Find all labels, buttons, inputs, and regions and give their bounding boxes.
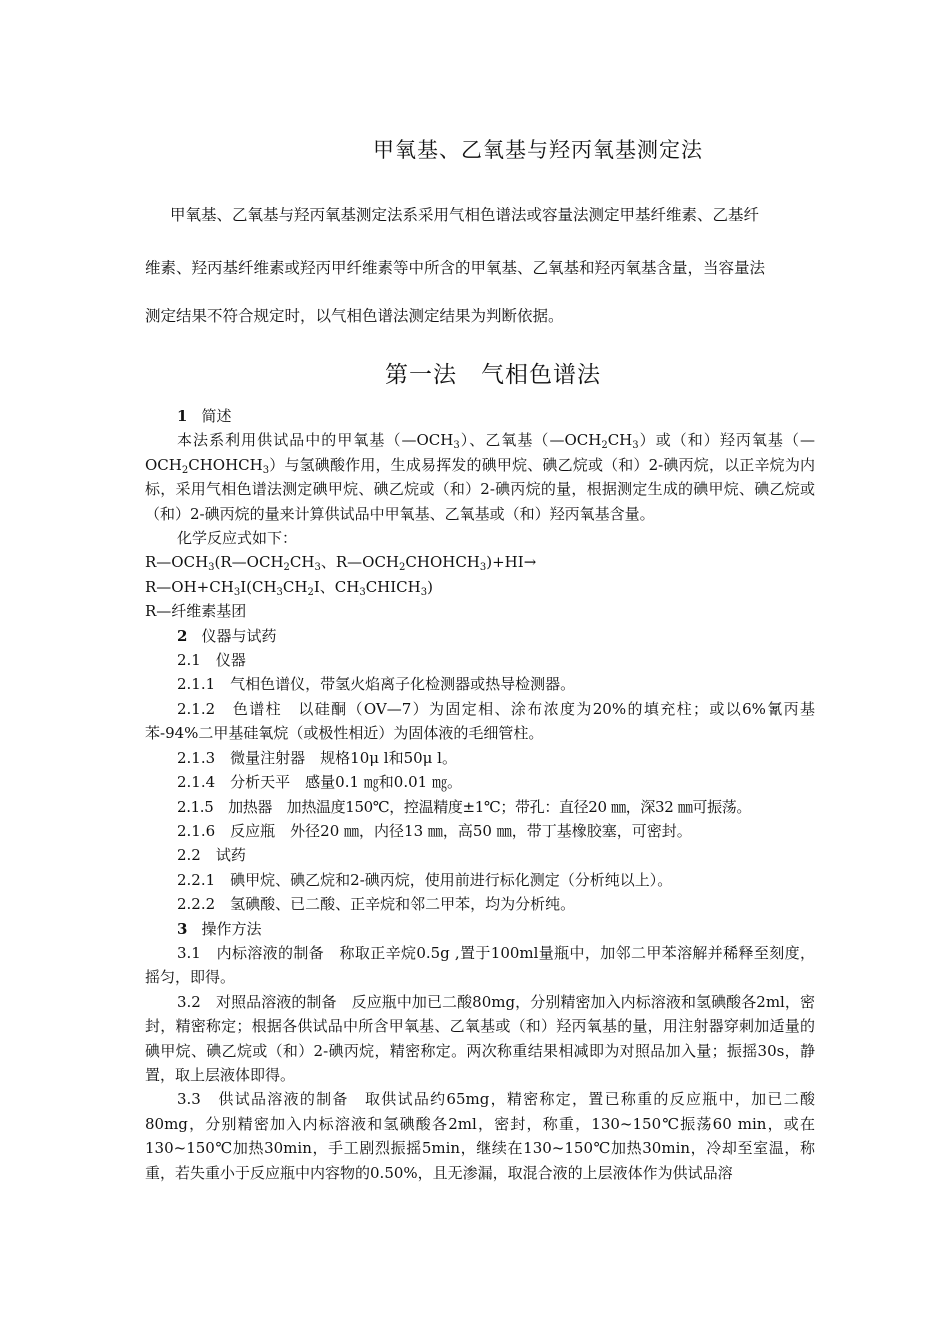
text-run: CH [607, 431, 633, 450]
subscript: 3 [359, 586, 366, 598]
subscript: 3 [314, 562, 321, 574]
heading-text: 操作方法 [201, 919, 262, 938]
heading-number: 2 [177, 626, 188, 645]
subscript: 2 [601, 440, 608, 452]
text-run: 本法系利用供试品中的甲氧基（—OCH [177, 431, 454, 450]
text-run: (R—OCH [214, 553, 284, 572]
subscript: 3 [233, 586, 241, 598]
item-2-1-2: 2.1.2 色谱柱 以硅酮（OV—7）为固定相、涂布浓度为20%的填充柱；或以6%氰丙基苯-94%二甲基硅氧烷（或极性相近）为固体液的毛细管柱。 [145, 699, 815, 743]
text-run: R—OH+CH [145, 577, 234, 596]
subscript: 2 [181, 464, 189, 476]
text-run: R—OCH [145, 553, 209, 572]
paragraph-summary [145, 428, 815, 526]
subscript: 2 [283, 562, 290, 574]
text-run: CHICH [365, 577, 421, 596]
reaction-formula-line-3: R—纤维素基团 [145, 602, 247, 621]
intro-line: 测定结果不符合规定时，以气相色谱法测定结果为判断依据。 [145, 307, 564, 325]
heading-text: 简述 [201, 407, 232, 425]
document-body [145, 404, 815, 1185]
intro-line: 维素、羟丙基纤维素或羟丙甲纤维素等中所含的甲氧基、乙氧基和羟丙氧基含量，当容量法 [145, 259, 766, 277]
paragraph-3-3: 3.3 供试品溶液的制备 取供试品约65mg，精密称定，置已称重的反应瓶中，加已二酸80mg，分别精密加入内标溶液和氢碘酸各2ml，密封，称重，130~150℃振荡60 min，或在130~150℃加热30min，手工剧烈振摇5min，继续在130~150℃加热30min，冷却至室温，称重，若失重小于反应瓶中内容物的0.50%，且无渗漏，取混合液的上层液体作为供试品溶 [145, 1090, 815, 1182]
item-2-2-1: 2.2.1 碘甲烷、碘乙烷和2-碘丙烷，使用前进行标化测定（分析纯以上）。 [177, 870, 673, 889]
subscript: 3 [453, 440, 460, 452]
paragraph-3-1: 3.1 内标溶液的制备 称取正辛烷0.5g ,置于100ml量瓶中，加邻二甲苯溶解并稀释至刻度，摇匀，即得。 [145, 943, 815, 987]
subscript: 3 [208, 562, 215, 574]
text-run: ) [427, 577, 433, 596]
subheading-2-1: 2.1 仪器 [177, 651, 246, 670]
text-run: ）或（和）羟丙氧基（—OCH [145, 431, 815, 474]
text-run: )+HI→ [486, 553, 537, 572]
heading-3 [145, 917, 815, 941]
subscript: 2 [399, 562, 406, 574]
subscript: 2 [307, 586, 314, 598]
text-run: 、R—OCH [320, 553, 400, 572]
subheading-2-2: 2.2 试药 [177, 846, 246, 865]
text-run: ）与氢碘酸作用，生成易挥发的碘甲烷、碘乙烷或（和）2-碘丙烷，以正辛烷为内标，采用气相色谱法测定碘甲烷、碘乙烷或（和）2-碘丙烷的量，根据测定生成的碘甲烷、碘乙烷或（和）2-碘丙烷的量来计算供试品中甲氧基、乙氧基或（和）羟丙氧基含量。 [145, 455, 815, 523]
heading-1 [145, 404, 815, 428]
text-run: ）、乙氧基（—OCH [459, 431, 602, 450]
item-2-1-6: 2.1.6 反应瓶 外径20 ㎜，内径13 ㎜，高50 ㎜，带丁基橡胶塞，可密封。 [177, 821, 692, 840]
text-run: I(CH [240, 577, 277, 596]
paragraph-3-2: 3.2 对照品溶液的制备 反应瓶中加已二酸80mg，分别精密加入内标溶液和氢碘酸各2ml，密封，精密称定；根据各供试品中所含甲氧基、乙氧基或（和）羟丙氧基的量，用注射器穿刺加适量的碘甲烷、碘乙烷或（和）2-碘丙烷，精密称定。两次称重结果相减即为对照品加入量；振摇30s，静置，取上层液体即得。 [145, 992, 815, 1084]
section-title: 第一法 气相色谱法 [385, 362, 601, 388]
heading-2 [145, 624, 815, 648]
paragraph-reaction-intro: 化学反应式如下： [177, 529, 298, 548]
text-run: CHOHCH [188, 455, 263, 474]
item-2-2-2: 2.2.2 氢碘酸、已二酸、正辛烷和邻二甲苯，均为分析纯。 [177, 895, 576, 914]
text-run: CH [289, 553, 315, 572]
text-run: I、CH [313, 577, 360, 596]
heading-number: 1 [177, 407, 188, 425]
item-2-1-4: 2.1.4 分析天平 感量0.1 ㎎和0.01 ㎎。 [177, 773, 462, 792]
text-run: CH [282, 577, 308, 596]
heading-text: 仪器与试药 [201, 626, 277, 645]
item-2-1-5: 2.1.5 加热器 加热温度150℃，控温精度±1℃；带孔：直径20 ㎜，深32 ㎜可振荡。 [177, 797, 752, 816]
text-run: CHOHCH [405, 553, 480, 572]
subscript: 3 [479, 562, 487, 574]
subscript: 3 [262, 464, 270, 476]
subscript: 3 [632, 440, 639, 452]
item-2-1-3: 2.1.3 微量注射器 规格10μ l和50μ l。 [177, 748, 457, 767]
reaction-formula-line-1 [145, 550, 815, 574]
intro-line: 甲氧基、乙氧基与羟丙氧基测定法系采用气相色谱法或容量法测定甲基纤维素、乙基纤 [170, 206, 760, 224]
subscript: 3 [420, 586, 428, 598]
reaction-formula-line-2 [145, 575, 815, 599]
subscript: 3 [276, 586, 283, 598]
heading-number: 3 [177, 919, 188, 938]
item-2-1-1: 2.1.1 气相色谱仪，带氢火焰离子化检测器或热导检测器。 [177, 675, 576, 694]
document-title: 甲氧基、乙氧基与羟丙氧基测定法 [373, 138, 703, 162]
